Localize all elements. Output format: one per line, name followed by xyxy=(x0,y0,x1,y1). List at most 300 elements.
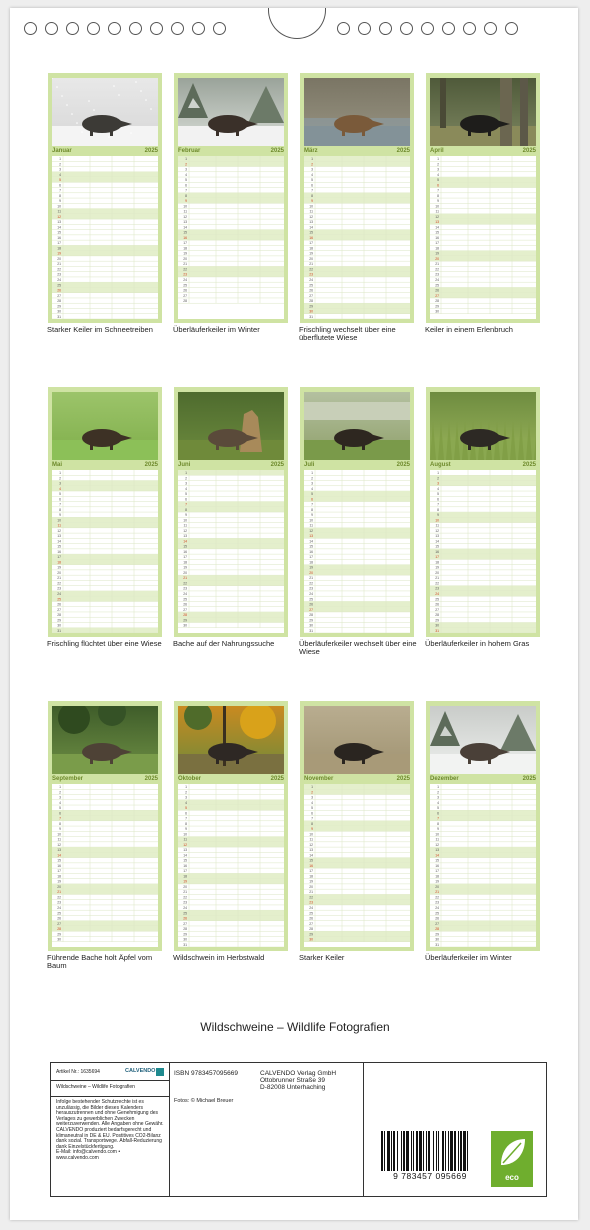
svg-text:27: 27 xyxy=(183,293,187,298)
svg-text:1: 1 xyxy=(185,157,187,162)
svg-text:24: 24 xyxy=(183,591,187,596)
month-card xyxy=(174,73,288,323)
svg-text:28: 28 xyxy=(435,927,439,932)
calvendo-logo-icon xyxy=(156,1068,164,1076)
binding-hole xyxy=(87,22,100,35)
svg-text:22: 22 xyxy=(309,581,313,586)
month-photo xyxy=(430,78,536,146)
svg-text:21: 21 xyxy=(183,890,187,895)
month-header xyxy=(430,776,536,783)
svg-text:20: 20 xyxy=(183,884,187,889)
svg-text:29: 29 xyxy=(57,618,61,623)
svg-text:24: 24 xyxy=(183,277,187,282)
svg-text:6: 6 xyxy=(311,497,313,502)
month-card xyxy=(48,387,162,637)
svg-text:27: 27 xyxy=(435,921,439,926)
svg-text:12: 12 xyxy=(309,214,313,219)
svg-text:29: 29 xyxy=(183,932,187,937)
svg-text:1: 1 xyxy=(437,157,439,162)
svg-text:20: 20 xyxy=(309,570,313,575)
svg-text:27: 27 xyxy=(183,921,187,926)
binding-hole xyxy=(463,22,476,35)
svg-text:17: 17 xyxy=(57,869,61,874)
svg-text:4: 4 xyxy=(311,486,313,491)
svg-text:1: 1 xyxy=(437,785,439,790)
svg-text:7: 7 xyxy=(185,502,187,507)
svg-text:10: 10 xyxy=(183,518,187,523)
svg-text:3: 3 xyxy=(185,481,187,486)
month-caption: Wildschwein im Herbstwald xyxy=(173,953,265,962)
svg-text:19: 19 xyxy=(435,879,439,884)
month-caption: Keiler in einem Erlenbruch xyxy=(425,325,513,334)
month-caption: Überläuferkeiler wechselt über eine Wiese xyxy=(299,639,417,656)
svg-text:30: 30 xyxy=(435,937,439,942)
svg-text:18: 18 xyxy=(309,560,313,565)
publisher-city: D-82008 Unterhaching xyxy=(260,1084,326,1091)
svg-text:23: 23 xyxy=(435,272,439,277)
divider xyxy=(51,1096,169,1097)
svg-text:20: 20 xyxy=(183,570,187,575)
svg-text:31: 31 xyxy=(309,314,313,319)
month-header xyxy=(52,148,158,155)
binding-hole xyxy=(171,22,184,35)
month-photo xyxy=(304,78,410,146)
binding-hole xyxy=(337,22,350,35)
month-year: 2025 xyxy=(522,148,536,154)
svg-text:24: 24 xyxy=(57,277,61,282)
month-photo xyxy=(430,706,536,774)
svg-text:19: 19 xyxy=(309,251,313,256)
svg-text:23: 23 xyxy=(183,900,187,905)
svg-text:4: 4 xyxy=(59,486,61,491)
svg-text:29: 29 xyxy=(57,932,61,937)
svg-text:25: 25 xyxy=(183,597,187,602)
svg-text:8: 8 xyxy=(185,507,187,512)
svg-text:4: 4 xyxy=(59,800,61,805)
svg-text:24: 24 xyxy=(57,591,61,596)
svg-text:15: 15 xyxy=(309,230,313,235)
svg-text:12: 12 xyxy=(183,842,187,847)
month-year: 2025 xyxy=(270,462,284,468)
month-year: 2025 xyxy=(270,776,284,782)
month-photo xyxy=(52,392,158,460)
month-caption: Überläuferkeiler in hohem Gras xyxy=(425,639,530,648)
binding-hole xyxy=(505,22,518,35)
svg-text:12: 12 xyxy=(57,214,61,219)
month-card xyxy=(48,73,162,323)
svg-text:31: 31 xyxy=(435,628,439,633)
svg-text:14: 14 xyxy=(57,539,61,544)
svg-text:15: 15 xyxy=(57,858,61,863)
svg-text:28: 28 xyxy=(57,927,61,932)
month-name: Mai xyxy=(52,462,63,468)
svg-text:27: 27 xyxy=(435,293,439,298)
svg-text:4: 4 xyxy=(437,800,439,805)
svg-text:25: 25 xyxy=(57,911,61,916)
svg-text:2: 2 xyxy=(311,790,313,795)
svg-text:17: 17 xyxy=(57,241,61,246)
month-photo xyxy=(430,392,536,460)
month-photo xyxy=(178,392,284,460)
svg-text:28: 28 xyxy=(183,927,187,932)
svg-text:27: 27 xyxy=(57,921,61,926)
binding-hole xyxy=(442,22,455,35)
svg-text:2: 2 xyxy=(59,162,61,167)
contact-info: E-Mail: info@calvendo.com • www.calvendo.com xyxy=(56,1149,121,1161)
svg-text:7: 7 xyxy=(59,816,61,821)
svg-text:2: 2 xyxy=(185,790,187,795)
svg-text:7: 7 xyxy=(185,188,187,193)
svg-text:19: 19 xyxy=(435,565,439,570)
svg-text:1: 1 xyxy=(311,157,313,162)
svg-text:7: 7 xyxy=(59,502,61,507)
month-card xyxy=(174,701,288,951)
svg-text:7: 7 xyxy=(437,816,439,821)
svg-text:14: 14 xyxy=(183,225,187,230)
svg-text:1: 1 xyxy=(437,471,439,476)
svg-text:28: 28 xyxy=(309,299,313,304)
svg-text:28: 28 xyxy=(309,613,313,618)
svg-text:7: 7 xyxy=(59,188,61,193)
svg-text:4: 4 xyxy=(185,486,187,491)
barcode-number: 9 783457 095669 xyxy=(393,1171,467,1181)
svg-text:28: 28 xyxy=(435,299,439,304)
svg-text:10: 10 xyxy=(183,832,187,837)
product-title: Wildschweine – Wildlife Fotografien xyxy=(56,1084,135,1090)
svg-text:27: 27 xyxy=(309,293,313,298)
month-header xyxy=(304,776,410,783)
svg-text:30: 30 xyxy=(57,309,61,314)
svg-text:27: 27 xyxy=(183,607,187,612)
svg-text:2: 2 xyxy=(59,476,61,481)
svg-text:26: 26 xyxy=(435,288,439,293)
month-photo xyxy=(304,392,410,460)
svg-text:28: 28 xyxy=(57,613,61,618)
svg-text:20: 20 xyxy=(309,884,313,889)
svg-text:27: 27 xyxy=(435,607,439,612)
svg-text:6: 6 xyxy=(311,183,313,188)
svg-text:9: 9 xyxy=(59,827,61,832)
svg-text:17: 17 xyxy=(309,241,313,246)
svg-text:26: 26 xyxy=(309,602,313,607)
svg-text:30: 30 xyxy=(435,623,439,628)
svg-text:10: 10 xyxy=(435,832,439,837)
svg-text:31: 31 xyxy=(57,628,61,633)
svg-text:9: 9 xyxy=(437,827,439,832)
svg-text:2: 2 xyxy=(311,162,313,167)
svg-text:21: 21 xyxy=(57,576,61,581)
svg-text:4: 4 xyxy=(311,800,313,805)
svg-text:27: 27 xyxy=(57,293,61,298)
svg-text:24: 24 xyxy=(435,591,439,596)
svg-text:17: 17 xyxy=(309,555,313,560)
svg-text:9: 9 xyxy=(311,199,313,204)
svg-text:1: 1 xyxy=(59,785,61,790)
svg-text:23: 23 xyxy=(435,900,439,905)
svg-text:18: 18 xyxy=(57,560,61,565)
svg-text:23: 23 xyxy=(435,586,439,591)
month-name: Januar xyxy=(52,148,72,154)
month-photo xyxy=(52,706,158,774)
svg-text:11: 11 xyxy=(309,837,313,842)
svg-text:18: 18 xyxy=(435,246,439,251)
day-grid xyxy=(178,470,284,633)
svg-text:26: 26 xyxy=(435,602,439,607)
svg-text:13: 13 xyxy=(183,220,187,225)
binding-hole xyxy=(45,22,58,35)
svg-text:6: 6 xyxy=(185,811,187,816)
svg-text:25: 25 xyxy=(309,597,313,602)
svg-text:25: 25 xyxy=(57,283,61,288)
svg-text:7: 7 xyxy=(185,816,187,821)
month-card xyxy=(174,387,288,637)
month-name: November xyxy=(304,776,334,782)
svg-text:17: 17 xyxy=(57,555,61,560)
svg-text:18: 18 xyxy=(57,246,61,251)
svg-text:1: 1 xyxy=(311,471,313,476)
eco-label: eco xyxy=(505,1173,519,1182)
svg-text:25: 25 xyxy=(435,283,439,288)
svg-text:2: 2 xyxy=(185,476,187,481)
svg-text:16: 16 xyxy=(183,235,187,240)
svg-text:4: 4 xyxy=(185,172,187,177)
svg-text:14: 14 xyxy=(435,539,439,544)
svg-text:31: 31 xyxy=(309,628,313,633)
svg-text:24: 24 xyxy=(435,905,439,910)
svg-text:30: 30 xyxy=(435,309,439,314)
svg-text:13: 13 xyxy=(435,848,439,853)
svg-text:7: 7 xyxy=(311,502,313,507)
svg-text:24: 24 xyxy=(309,277,313,282)
svg-text:5: 5 xyxy=(59,178,61,183)
svg-text:26: 26 xyxy=(435,916,439,921)
svg-text:1: 1 xyxy=(185,471,187,476)
svg-text:19: 19 xyxy=(435,251,439,256)
month-photo xyxy=(178,706,284,774)
binding-hole xyxy=(421,22,434,35)
svg-text:14: 14 xyxy=(309,539,313,544)
svg-text:14: 14 xyxy=(309,853,313,858)
svg-text:31: 31 xyxy=(57,314,61,319)
svg-text:24: 24 xyxy=(57,905,61,910)
day-grid xyxy=(52,784,158,947)
svg-text:17: 17 xyxy=(183,869,187,874)
binding-holes-right xyxy=(337,22,518,38)
svg-text:19: 19 xyxy=(309,879,313,884)
svg-text:9: 9 xyxy=(185,199,187,204)
month-photo xyxy=(52,78,158,146)
svg-text:6: 6 xyxy=(59,811,61,816)
month-year: 2025 xyxy=(144,776,158,782)
svg-text:14: 14 xyxy=(57,225,61,230)
svg-text:11: 11 xyxy=(435,209,439,214)
svg-text:2: 2 xyxy=(185,162,187,167)
svg-text:16: 16 xyxy=(435,235,439,240)
svg-text:13: 13 xyxy=(309,848,313,853)
binding-hole xyxy=(484,22,497,35)
svg-text:26: 26 xyxy=(183,288,187,293)
svg-text:19: 19 xyxy=(57,565,61,570)
month-caption: Überläuferkeiler im Winter xyxy=(425,953,512,962)
svg-text:28: 28 xyxy=(183,613,187,618)
svg-text:26: 26 xyxy=(57,602,61,607)
svg-text:5: 5 xyxy=(185,492,187,497)
svg-text:12: 12 xyxy=(435,214,439,219)
svg-text:25: 25 xyxy=(435,597,439,602)
publisher-name: CALVENDO Verlag GmbH xyxy=(260,1070,337,1077)
svg-text:18: 18 xyxy=(183,246,187,251)
svg-text:25: 25 xyxy=(183,283,187,288)
svg-text:3: 3 xyxy=(437,795,439,800)
month-card xyxy=(48,701,162,951)
svg-text:11: 11 xyxy=(435,523,439,528)
svg-text:16: 16 xyxy=(309,235,313,240)
svg-text:16: 16 xyxy=(183,863,187,868)
svg-text:20: 20 xyxy=(309,256,313,261)
day-grid xyxy=(304,784,410,947)
day-grid xyxy=(178,156,284,319)
svg-text:20: 20 xyxy=(435,256,439,261)
svg-text:10: 10 xyxy=(435,518,439,523)
month-name: Februar xyxy=(178,148,201,154)
day-grid xyxy=(430,156,536,319)
svg-text:3: 3 xyxy=(59,167,61,172)
svg-text:12: 12 xyxy=(309,842,313,847)
svg-text:18: 18 xyxy=(57,874,61,879)
month-name: April xyxy=(430,148,444,154)
svg-text:9: 9 xyxy=(185,827,187,832)
svg-text:11: 11 xyxy=(309,523,313,528)
month-caption: Führende Bache holt Äpfel vom Baum xyxy=(47,953,153,970)
svg-text:7: 7 xyxy=(437,188,439,193)
svg-text:15: 15 xyxy=(309,544,313,549)
svg-text:22: 22 xyxy=(435,581,439,586)
svg-text:2: 2 xyxy=(437,476,439,481)
svg-text:11: 11 xyxy=(57,523,61,528)
svg-text:17: 17 xyxy=(183,555,187,560)
svg-text:25: 25 xyxy=(309,283,313,288)
month-year: 2025 xyxy=(144,462,158,468)
month-header xyxy=(178,462,284,469)
svg-text:5: 5 xyxy=(437,178,439,183)
svg-text:5: 5 xyxy=(311,492,313,497)
svg-text:12: 12 xyxy=(435,842,439,847)
day-grid xyxy=(52,156,158,319)
svg-text:19: 19 xyxy=(309,565,313,570)
info-box xyxy=(50,1062,547,1197)
svg-text:14: 14 xyxy=(183,539,187,544)
month-card xyxy=(426,73,540,323)
svg-text:5: 5 xyxy=(437,492,439,497)
svg-text:3: 3 xyxy=(185,795,187,800)
svg-text:9: 9 xyxy=(311,827,313,832)
svg-text:13: 13 xyxy=(57,534,61,539)
svg-text:12: 12 xyxy=(435,528,439,533)
svg-text:5: 5 xyxy=(185,178,187,183)
svg-text:26: 26 xyxy=(57,288,61,293)
svg-text:19: 19 xyxy=(183,251,187,256)
month-year: 2025 xyxy=(522,462,536,468)
month-caption: Starker Keiler im Schneetreiben xyxy=(47,325,153,334)
svg-text:24: 24 xyxy=(309,905,313,910)
svg-text:24: 24 xyxy=(435,277,439,282)
svg-text:5: 5 xyxy=(59,492,61,497)
svg-text:21: 21 xyxy=(309,576,313,581)
svg-text:16: 16 xyxy=(57,863,61,868)
leaf-icon xyxy=(491,1131,533,1173)
svg-text:19: 19 xyxy=(57,879,61,884)
binding-hole xyxy=(192,22,205,35)
svg-text:28: 28 xyxy=(183,299,187,304)
month-card xyxy=(300,701,414,951)
svg-text:21: 21 xyxy=(309,890,313,895)
svg-text:22: 22 xyxy=(435,267,439,272)
svg-text:22: 22 xyxy=(309,895,313,900)
svg-text:30: 30 xyxy=(57,937,61,942)
svg-text:29: 29 xyxy=(309,304,313,309)
svg-text:5: 5 xyxy=(185,806,187,811)
svg-text:24: 24 xyxy=(183,905,187,910)
svg-text:18: 18 xyxy=(183,874,187,879)
svg-text:24: 24 xyxy=(309,591,313,596)
svg-text:27: 27 xyxy=(309,607,313,612)
svg-text:21: 21 xyxy=(435,576,439,581)
svg-text:11: 11 xyxy=(57,209,61,214)
svg-text:13: 13 xyxy=(57,220,61,225)
svg-text:29: 29 xyxy=(183,618,187,623)
info-column-left xyxy=(51,1063,170,1196)
isbn: ISBN 9783457095669 xyxy=(174,1070,238,1077)
svg-text:9: 9 xyxy=(311,513,313,518)
svg-text:30: 30 xyxy=(183,937,187,942)
svg-text:6: 6 xyxy=(185,497,187,502)
month-name: Oktober xyxy=(178,776,202,782)
info-column-middle xyxy=(170,1063,364,1196)
month-header xyxy=(430,462,536,469)
month-name: Juni xyxy=(178,462,191,468)
svg-text:11: 11 xyxy=(183,209,187,214)
svg-text:8: 8 xyxy=(437,507,439,512)
month-year: 2025 xyxy=(522,776,536,782)
barcode xyxy=(379,1131,481,1179)
month-header xyxy=(304,148,410,155)
svg-text:3: 3 xyxy=(437,167,439,172)
svg-text:27: 27 xyxy=(57,607,61,612)
svg-text:20: 20 xyxy=(57,884,61,889)
svg-text:17: 17 xyxy=(183,241,187,246)
svg-text:30: 30 xyxy=(309,937,313,942)
svg-text:17: 17 xyxy=(435,555,439,560)
svg-text:5: 5 xyxy=(437,806,439,811)
month-header xyxy=(52,776,158,783)
svg-text:23: 23 xyxy=(57,900,61,905)
svg-text:15: 15 xyxy=(57,230,61,235)
svg-text:23: 23 xyxy=(57,272,61,277)
month-card xyxy=(426,701,540,951)
svg-text:13: 13 xyxy=(309,220,313,225)
svg-text:30: 30 xyxy=(309,309,313,314)
svg-text:16: 16 xyxy=(435,863,439,868)
binding-hole xyxy=(150,22,163,35)
binding-holes-left xyxy=(24,22,226,38)
svg-text:18: 18 xyxy=(309,246,313,251)
svg-text:28: 28 xyxy=(57,299,61,304)
svg-text:10: 10 xyxy=(309,832,313,837)
svg-text:23: 23 xyxy=(183,586,187,591)
svg-text:5: 5 xyxy=(311,806,313,811)
svg-text:18: 18 xyxy=(183,560,187,565)
svg-text:12: 12 xyxy=(183,214,187,219)
